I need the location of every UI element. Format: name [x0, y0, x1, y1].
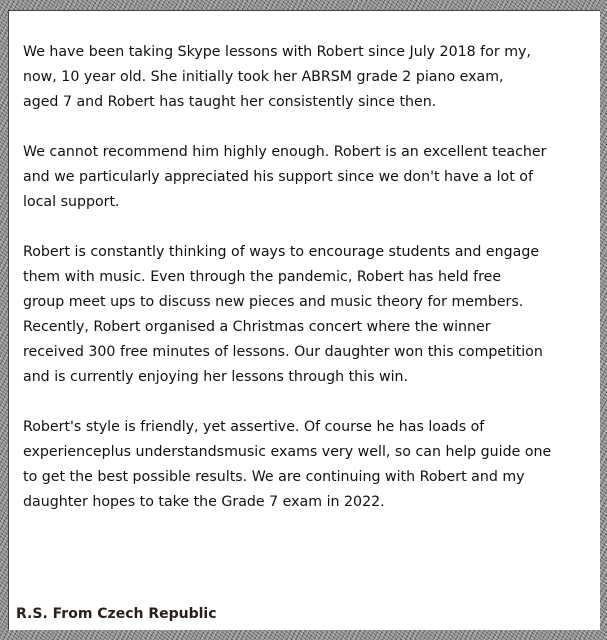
paragraph-1	[23, 40, 593, 115]
text-line: We have been taking Skype lessons with Robert since July 2018 for my,	[23, 44, 531, 60]
text-line: We cannot recommend him highly enough. Robert is an excellent teacher	[23, 144, 547, 160]
text-line: now, 10 year old. She initially took her ABRSM grade 2 piano exam,	[23, 69, 504, 85]
text-line: Robert's style is friendly, yet assertive. Of course he has loads of	[23, 419, 485, 435]
text-line: local support.	[23, 194, 120, 210]
text-line: and is currently enjoying her lessons through this win.	[23, 369, 409, 385]
text-line: Recently, Robert organised a Christmas concert where the winner	[23, 319, 491, 335]
testimonial-body	[23, 40, 593, 540]
text-line: daughter hopes to take the Grade 7 exam in 2022.	[23, 494, 385, 510]
paragraph-3	[23, 240, 593, 390]
text-line: received 300 free minutes of lessons. Our daughter won this competition	[23, 344, 543, 360]
signature: R.S. From Czech Republic	[16, 606, 217, 622]
text-line: them with music. Even through the pandemic, Robert has held free	[23, 269, 502, 285]
text-line: aged 7 and Robert has taught her consistently since then.	[23, 94, 437, 110]
paragraph-2	[23, 140, 593, 215]
text-line: experienceplus understandsmusic exams very well, so can help guide one	[23, 444, 552, 460]
text-line: to get the best possible results. We are continuing with Robert and my	[23, 469, 525, 485]
text-line: and we particularly appreciated his support since we don't have a lot of	[23, 169, 533, 185]
testimonial-panel	[8, 10, 600, 630]
text-line: group meet ups to discuss new pieces and music theory for members.	[23, 294, 524, 310]
text-line: Robert is constantly thinking of ways to encourage students and engage	[23, 244, 540, 260]
paragraph-4	[23, 415, 593, 515]
